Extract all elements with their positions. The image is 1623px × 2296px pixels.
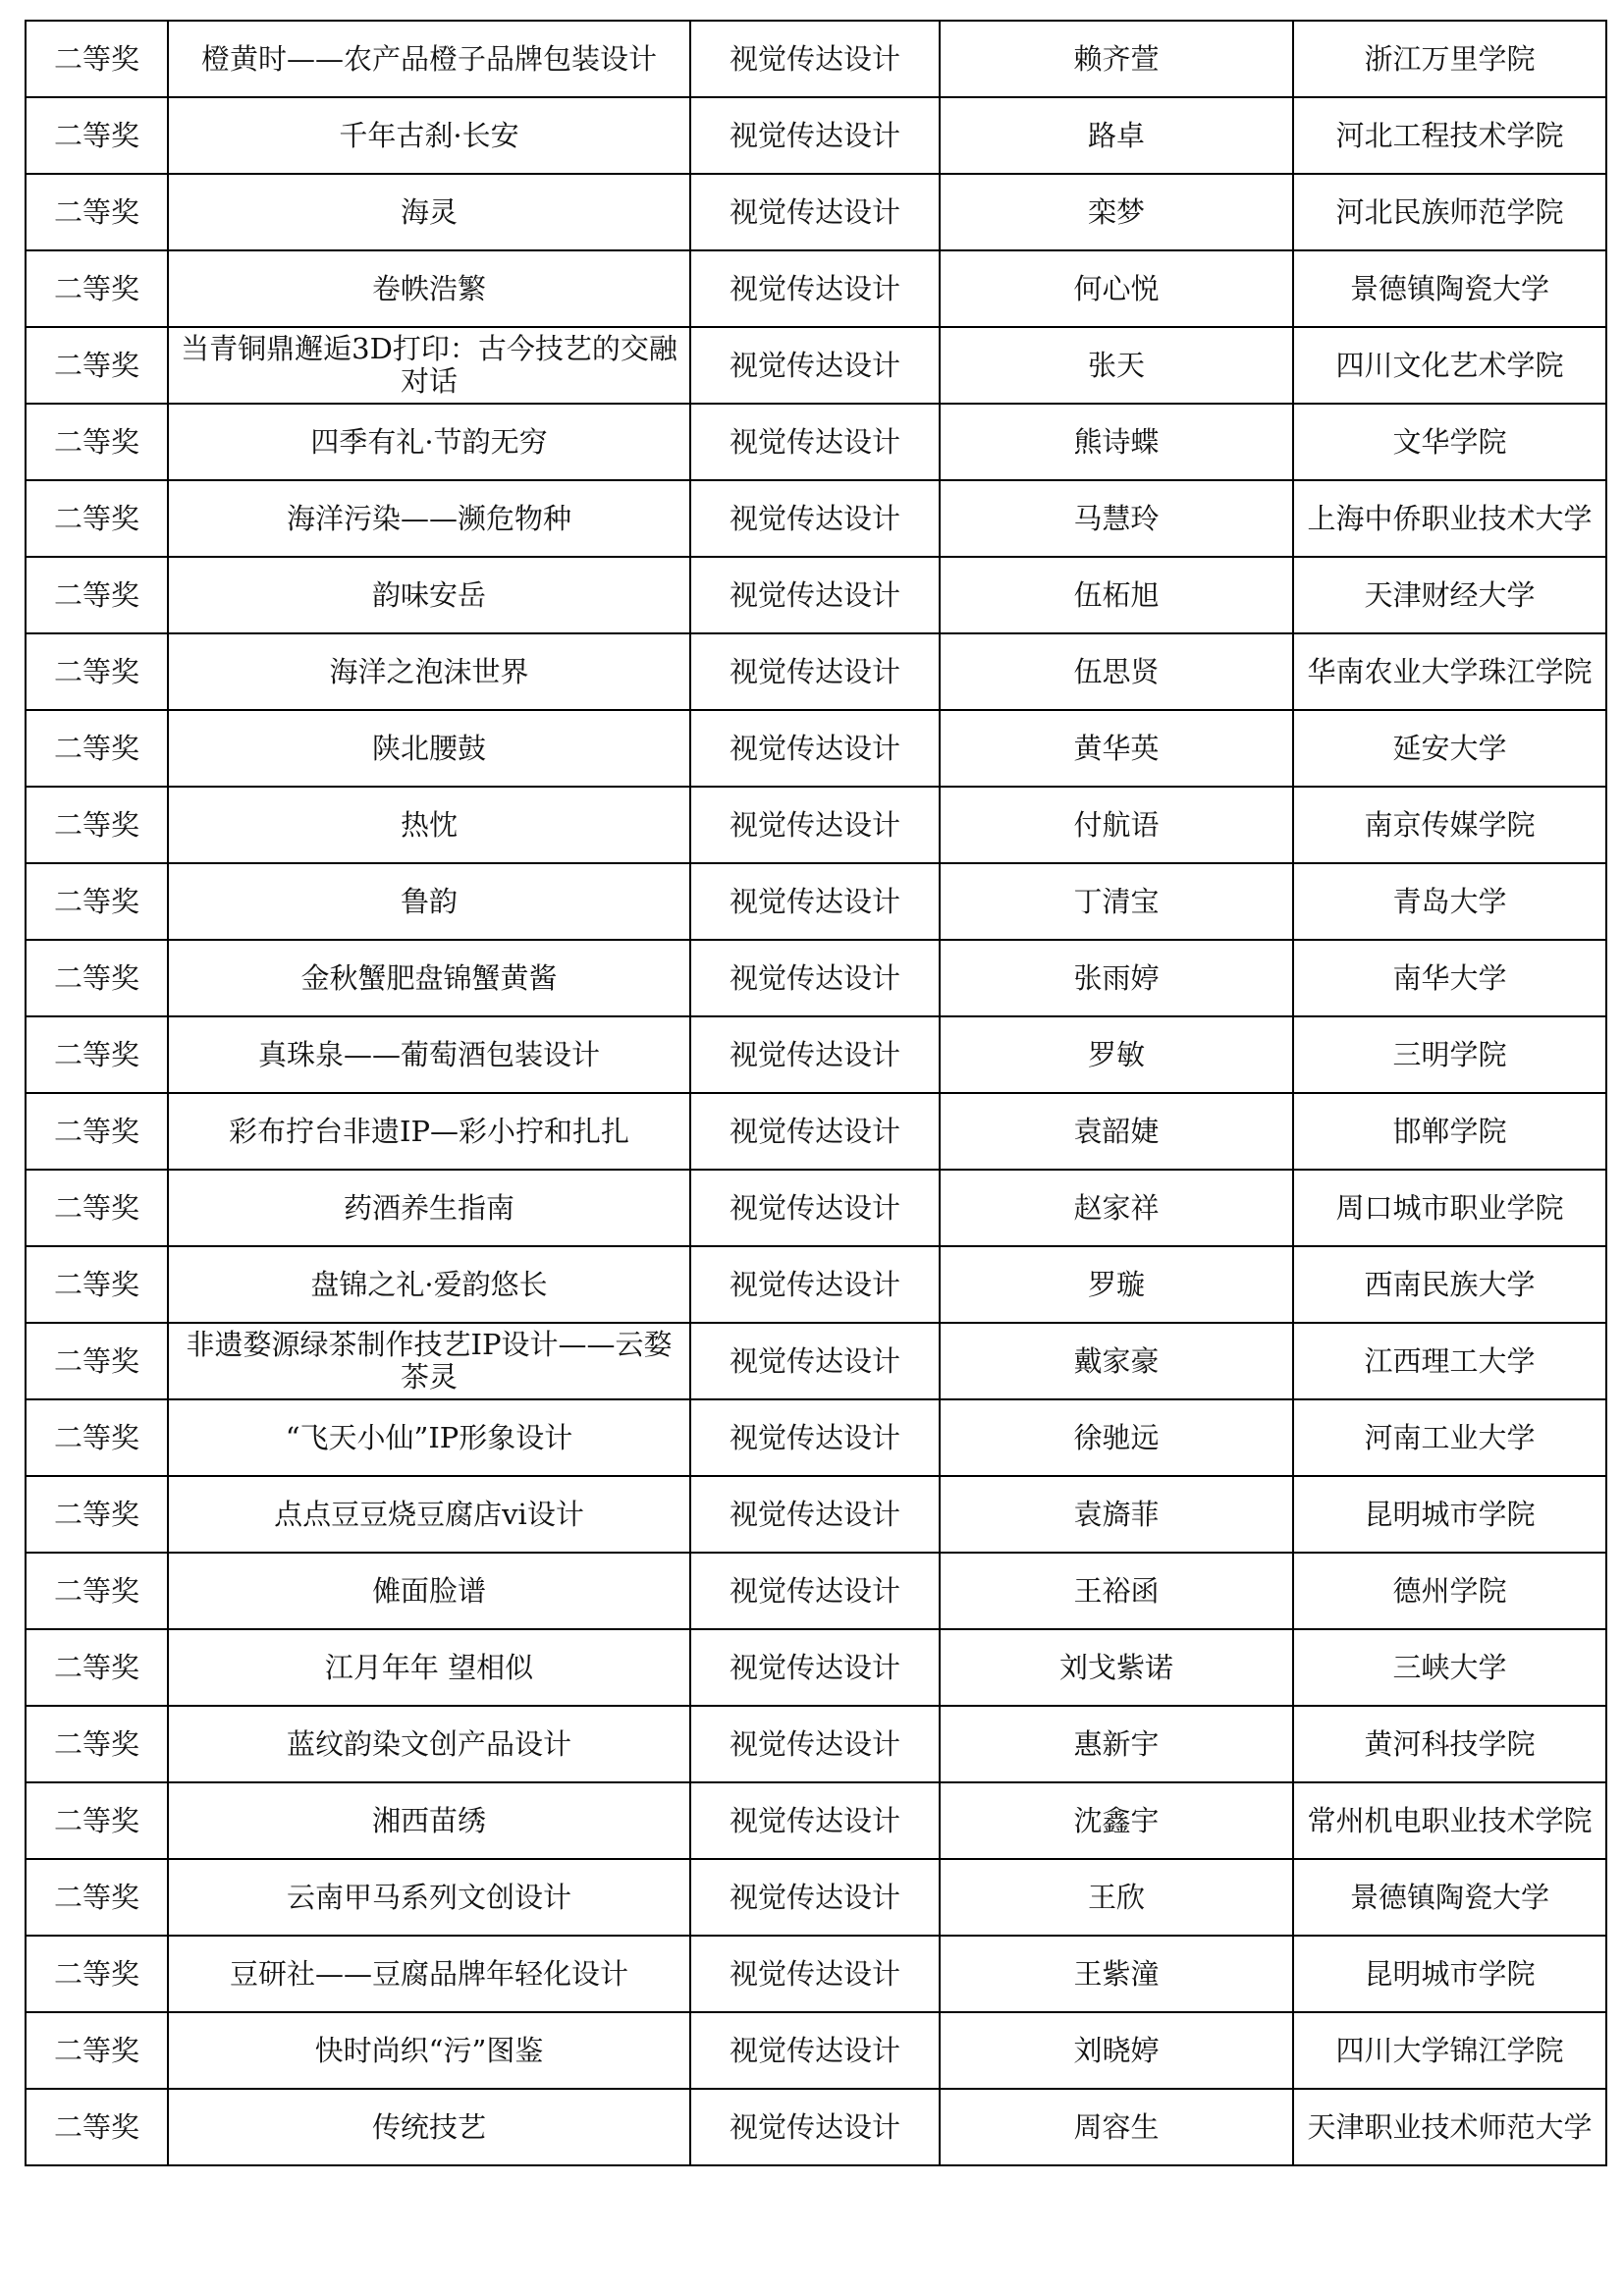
category-cell: 视觉传达设计 [690,2012,940,2089]
category-cell: 视觉传达设计 [690,404,940,480]
table-row [26,1323,1606,1399]
school-cell: 华南农业大学珠江学院 [1293,633,1606,710]
school-cell: 邯郸学院 [1293,1093,1606,1170]
work-title-cell: 云南甲马系列文创设计 [168,1859,690,1936]
school-cell: 景德镇陶瓷大学 [1293,1859,1606,1936]
work-title-cell: 盘锦之礼·爱韵悠长 [168,1246,690,1323]
school-cell: 昆明城市学院 [1293,1476,1606,1553]
work-title-cell: 热忱 [168,787,690,863]
table-row [26,1170,1606,1246]
author-name-cell: 黄华英 [940,710,1293,787]
table-row [26,557,1606,633]
table-row [26,1706,1606,1782]
work-title-cell: 千年古刹·长安 [168,97,690,174]
school-cell: 天津财经大学 [1293,557,1606,633]
table-row [26,1936,1606,2012]
award-cell: 二等奖 [26,940,168,1016]
work-title-cell: 非遗婺源绿茶制作技艺IP设计——云婺茶灵 [168,1323,690,1399]
school-cell: 江西理工大学 [1293,1323,1606,1399]
award-cell: 二等奖 [26,327,168,404]
school-cell: 三峡大学 [1293,1629,1606,1706]
author-name-cell: 戴家豪 [940,1323,1293,1399]
work-title-cell: 海洋污染——濒危物种 [168,480,690,557]
author-name-cell: 路卓 [940,97,1293,174]
school-cell: 德州学院 [1293,1553,1606,1629]
work-title-cell: 陕北腰鼓 [168,710,690,787]
award-cell: 二等奖 [26,2089,168,2165]
award-cell: 二等奖 [26,710,168,787]
work-title-cell: 海灵 [168,174,690,250]
table-row [26,1246,1606,1323]
work-title-cell: 豆研社——豆腐品牌年轻化设计 [168,1936,690,2012]
category-cell: 视觉传达设计 [690,21,940,97]
work-title-cell: 传统技艺 [168,2089,690,2165]
table-row [26,1859,1606,1936]
author-name-cell: 伍思贤 [940,633,1293,710]
author-name-cell: 刘戈紫诺 [940,1629,1293,1706]
category-cell: 视觉传达设计 [690,710,940,787]
table-row [26,1093,1606,1170]
category-cell: 视觉传达设计 [690,1093,940,1170]
author-name-cell: 罗敏 [940,1016,1293,1093]
award-cell: 二等奖 [26,97,168,174]
category-cell: 视觉传达设计 [690,250,940,327]
author-name-cell: 徐驰远 [940,1399,1293,1476]
table-row [26,327,1606,404]
category-cell: 视觉传达设计 [690,557,940,633]
award-cell: 二等奖 [26,1629,168,1706]
award-cell: 二等奖 [26,1016,168,1093]
award-cell: 二等奖 [26,1476,168,1553]
table-row [26,1476,1606,1553]
table-row [26,1399,1606,1476]
award-cell: 二等奖 [26,1706,168,1782]
school-cell: 景德镇陶瓷大学 [1293,250,1606,327]
category-cell: 视觉传达设计 [690,940,940,1016]
work-title-cell: 韵味安岳 [168,557,690,633]
table-row [26,404,1606,480]
award-cell: 二等奖 [26,1553,168,1629]
author-name-cell: 袁韶婕 [940,1093,1293,1170]
work-title-cell: 点点豆豆烧豆腐店vi设计 [168,1476,690,1553]
award-cell: 二等奖 [26,21,168,97]
table-row [26,940,1606,1016]
author-name-cell: 熊诗蝶 [940,404,1293,480]
work-title-cell: 真珠泉——葡萄酒包装设计 [168,1016,690,1093]
award-cell: 二等奖 [26,633,168,710]
school-cell: 河南工业大学 [1293,1399,1606,1476]
award-cell: 二等奖 [26,1782,168,1859]
category-cell: 视觉传达设计 [690,863,940,940]
award-cell: 二等奖 [26,1093,168,1170]
award-cell: 二等奖 [26,1246,168,1323]
work-title-cell: 彩布拧台非遗IP—彩小拧和扎扎 [168,1093,690,1170]
award-cell: 二等奖 [26,557,168,633]
author-name-cell: 伍柘旭 [940,557,1293,633]
table-row [26,633,1606,710]
table-row [26,480,1606,557]
author-name-cell: 袁旖菲 [940,1476,1293,1553]
school-cell: 文华学院 [1293,404,1606,480]
author-name-cell: 丁清宝 [940,863,1293,940]
category-cell: 视觉传达设计 [690,1936,940,2012]
author-name-cell: 罗璇 [940,1246,1293,1323]
table-row [26,1782,1606,1859]
category-cell: 视觉传达设计 [690,1476,940,1553]
author-name-cell: 赵家祥 [940,1170,1293,1246]
work-title-cell: 四季有礼·节韵无穷 [168,404,690,480]
category-cell: 视觉传达设计 [690,1246,940,1323]
author-name-cell: 赖齐萱 [940,21,1293,97]
category-cell: 视觉传达设计 [690,1629,940,1706]
author-name-cell: 栾梦 [940,174,1293,250]
work-title-cell: 药酒养生指南 [168,1170,690,1246]
school-cell: 黄河科技学院 [1293,1706,1606,1782]
awards-table-body [26,21,1606,2165]
category-cell: 视觉传达设计 [690,1706,940,1782]
table-row [26,710,1606,787]
table-row [26,2089,1606,2165]
school-cell: 四川文化艺术学院 [1293,327,1606,404]
category-cell: 视觉传达设计 [690,633,940,710]
school-cell: 天津职业技术师范大学 [1293,2089,1606,2165]
work-title-cell: 傩面脸谱 [168,1553,690,1629]
work-title-cell: 当青铜鼎邂逅3D打印：古今技艺的交融对话 [168,327,690,404]
table-row [26,21,1606,97]
category-cell: 视觉传达设计 [690,1859,940,1936]
author-name-cell: 张雨婷 [940,940,1293,1016]
school-cell: 南京传媒学院 [1293,787,1606,863]
awards-table [25,20,1607,2166]
work-title-cell: 金秋蟹肥盘锦蟹黄酱 [168,940,690,1016]
work-title-cell: 江月年年 望相似 [168,1629,690,1706]
school-cell: 延安大学 [1293,710,1606,787]
category-cell: 视觉传达设计 [690,1399,940,1476]
table-row [26,1553,1606,1629]
school-cell: 昆明城市学院 [1293,1936,1606,2012]
award-cell: 二等奖 [26,787,168,863]
author-name-cell: 王欣 [940,1859,1293,1936]
table-row [26,2012,1606,2089]
award-cell: 二等奖 [26,1859,168,1936]
school-cell: 南华大学 [1293,940,1606,1016]
award-cell: 二等奖 [26,1323,168,1399]
table-row [26,97,1606,174]
school-cell: 上海中侨职业技术大学 [1293,480,1606,557]
school-cell: 四川大学锦江学院 [1293,2012,1606,2089]
table-row [26,174,1606,250]
author-name-cell: 周容生 [940,2089,1293,2165]
award-cell: 二等奖 [26,480,168,557]
work-title-cell: 湘西苗绣 [168,1782,690,1859]
award-cell: 二等奖 [26,1170,168,1246]
table-row [26,1016,1606,1093]
award-cell: 二等奖 [26,863,168,940]
award-cell: 二等奖 [26,2012,168,2089]
category-cell: 视觉传达设计 [690,2089,940,2165]
author-name-cell: 王紫潼 [940,1936,1293,2012]
school-cell: 常州机电职业技术学院 [1293,1782,1606,1859]
category-cell: 视觉传达设计 [690,174,940,250]
category-cell: 视觉传达设计 [690,1323,940,1399]
category-cell: 视觉传达设计 [690,480,940,557]
author-name-cell: 付航语 [940,787,1293,863]
work-title-cell: 鲁韵 [168,863,690,940]
award-cell: 二等奖 [26,1399,168,1476]
table-row [26,863,1606,940]
work-title-cell: 蓝纹韵染文创产品设计 [168,1706,690,1782]
school-cell: 青岛大学 [1293,863,1606,940]
table-row [26,250,1606,327]
category-cell: 视觉传达设计 [690,327,940,404]
work-title-cell: 海洋之泡沫世界 [168,633,690,710]
category-cell: 视觉传达设计 [690,1553,940,1629]
table-row [26,1629,1606,1706]
school-cell: 河北工程技术学院 [1293,97,1606,174]
award-cell: 二等奖 [26,1936,168,2012]
school-cell: 三明学院 [1293,1016,1606,1093]
table-row [26,787,1606,863]
category-cell: 视觉传达设计 [690,1782,940,1859]
category-cell: 视觉传达设计 [690,1016,940,1093]
work-title-cell: 橙黄时——农产品橙子品牌包装设计 [168,21,690,97]
work-title-cell: 快时尚织“污”图鉴 [168,2012,690,2089]
author-name-cell: 沈鑫宇 [940,1782,1293,1859]
school-cell: 河北民族师范学院 [1293,174,1606,250]
award-cell: 二等奖 [26,250,168,327]
award-cell: 二等奖 [26,404,168,480]
author-name-cell: 张天 [940,327,1293,404]
author-name-cell: 马慧玲 [940,480,1293,557]
school-cell: 周口城市职业学院 [1293,1170,1606,1246]
school-cell: 浙江万里学院 [1293,21,1606,97]
author-name-cell: 惠新宇 [940,1706,1293,1782]
author-name-cell: 何心悦 [940,250,1293,327]
category-cell: 视觉传达设计 [690,787,940,863]
author-name-cell: 王裕函 [940,1553,1293,1629]
work-title-cell: “飞天小仙”IP形象设计 [168,1399,690,1476]
author-name-cell: 刘晓婷 [940,2012,1293,2089]
category-cell: 视觉传达设计 [690,1170,940,1246]
category-cell: 视觉传达设计 [690,97,940,174]
school-cell: 西南民族大学 [1293,1246,1606,1323]
award-cell: 二等奖 [26,174,168,250]
work-title-cell: 卷帙浩繁 [168,250,690,327]
